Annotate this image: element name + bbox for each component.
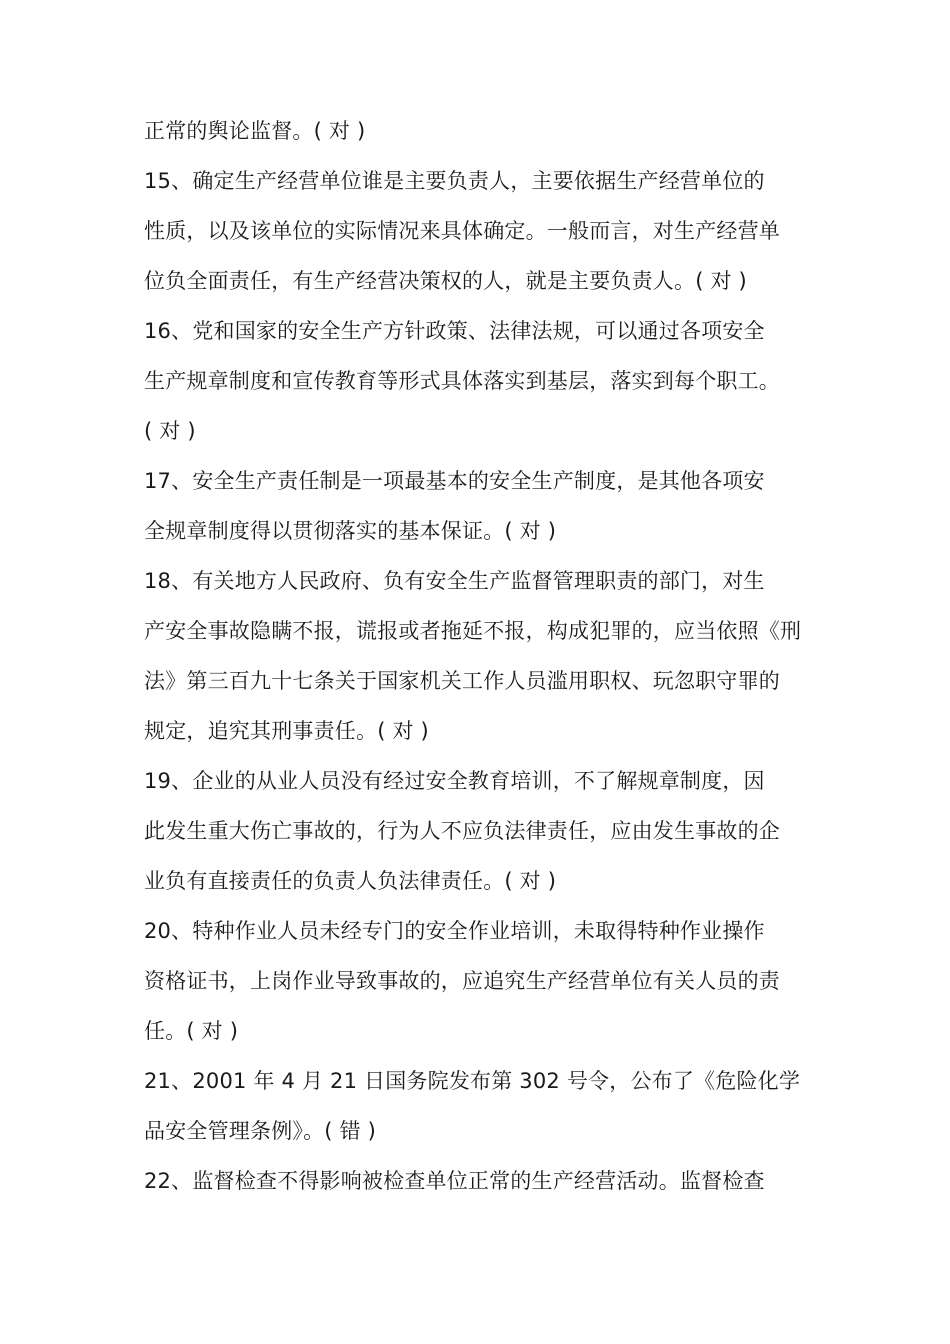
text-line: 22、监督检查不得影响被检查单位正常的生产经营活动。监督检查: [144, 1169, 765, 1193]
text-line: 性质，以及该单位的实际情况来具体确定。一般而言，对生产经营单: [144, 219, 780, 243]
text-line: 20、特种作业人员未经专门的安全作业培训，未取得特种作业操作: [144, 919, 765, 943]
text-line: 17、安全生产责任制是一项最基本的安全生产制度，是其他各项安: [144, 469, 765, 493]
text-line: 规定，追究其刑事责任。( 对 ): [144, 719, 429, 743]
text-line: 资格证书，上岗作业导致事故的，应追究生产经营单位有关人员的责: [144, 969, 780, 993]
text-line: 19、企业的从业人员没有经过安全教育培训，不了解规章制度，因: [144, 769, 765, 793]
text-line: 正常的舆论监督。( 对 ): [144, 119, 366, 143]
text-line: 全规章制度得以贯彻落实的基本保证。( 对 ): [144, 519, 557, 543]
text-line: 生产规章制度和宣传教育等形式具体落实到基层，落实到每个职工。: [144, 369, 780, 393]
text-line: ( 对 ): [144, 419, 196, 443]
text-line: 品安全管理条例》。( 错 ): [144, 1119, 377, 1143]
text-line: 16、党和国家的安全生产方针政策、法律法规，可以通过各项安全: [144, 319, 765, 343]
text-line: 21、2001 年 4 月 21 日国务院发布第 302 号令，公布了《危险化学: [144, 1069, 801, 1093]
text-line: 法》第三百九十七条关于国家机关工作人员滥用职权、玩忽职守罪的: [144, 669, 780, 693]
text-line: 18、有关地方人民政府、负有安全生产监督管理职责的部门，对生: [144, 569, 765, 593]
text-line: 15、确定生产经营单位谁是主要负责人，主要依据生产经营单位的: [144, 169, 765, 193]
text-line: 任。( 对 ): [144, 1019, 239, 1043]
text-line: 位负全面责任，有生产经营决策权的人，就是主要负责人。( 对 ): [144, 269, 747, 293]
text-line: 此发生重大伤亡事故的，行为人不应负法律责任，应由发生事故的企: [144, 819, 780, 843]
text-line: 业负有直接责任的负责人负法律责任。( 对 ): [144, 869, 557, 893]
text-line: 产安全事故隐瞒不报，谎报或者拖延不报，构成犯罪的，应当依照《刑: [144, 619, 802, 643]
